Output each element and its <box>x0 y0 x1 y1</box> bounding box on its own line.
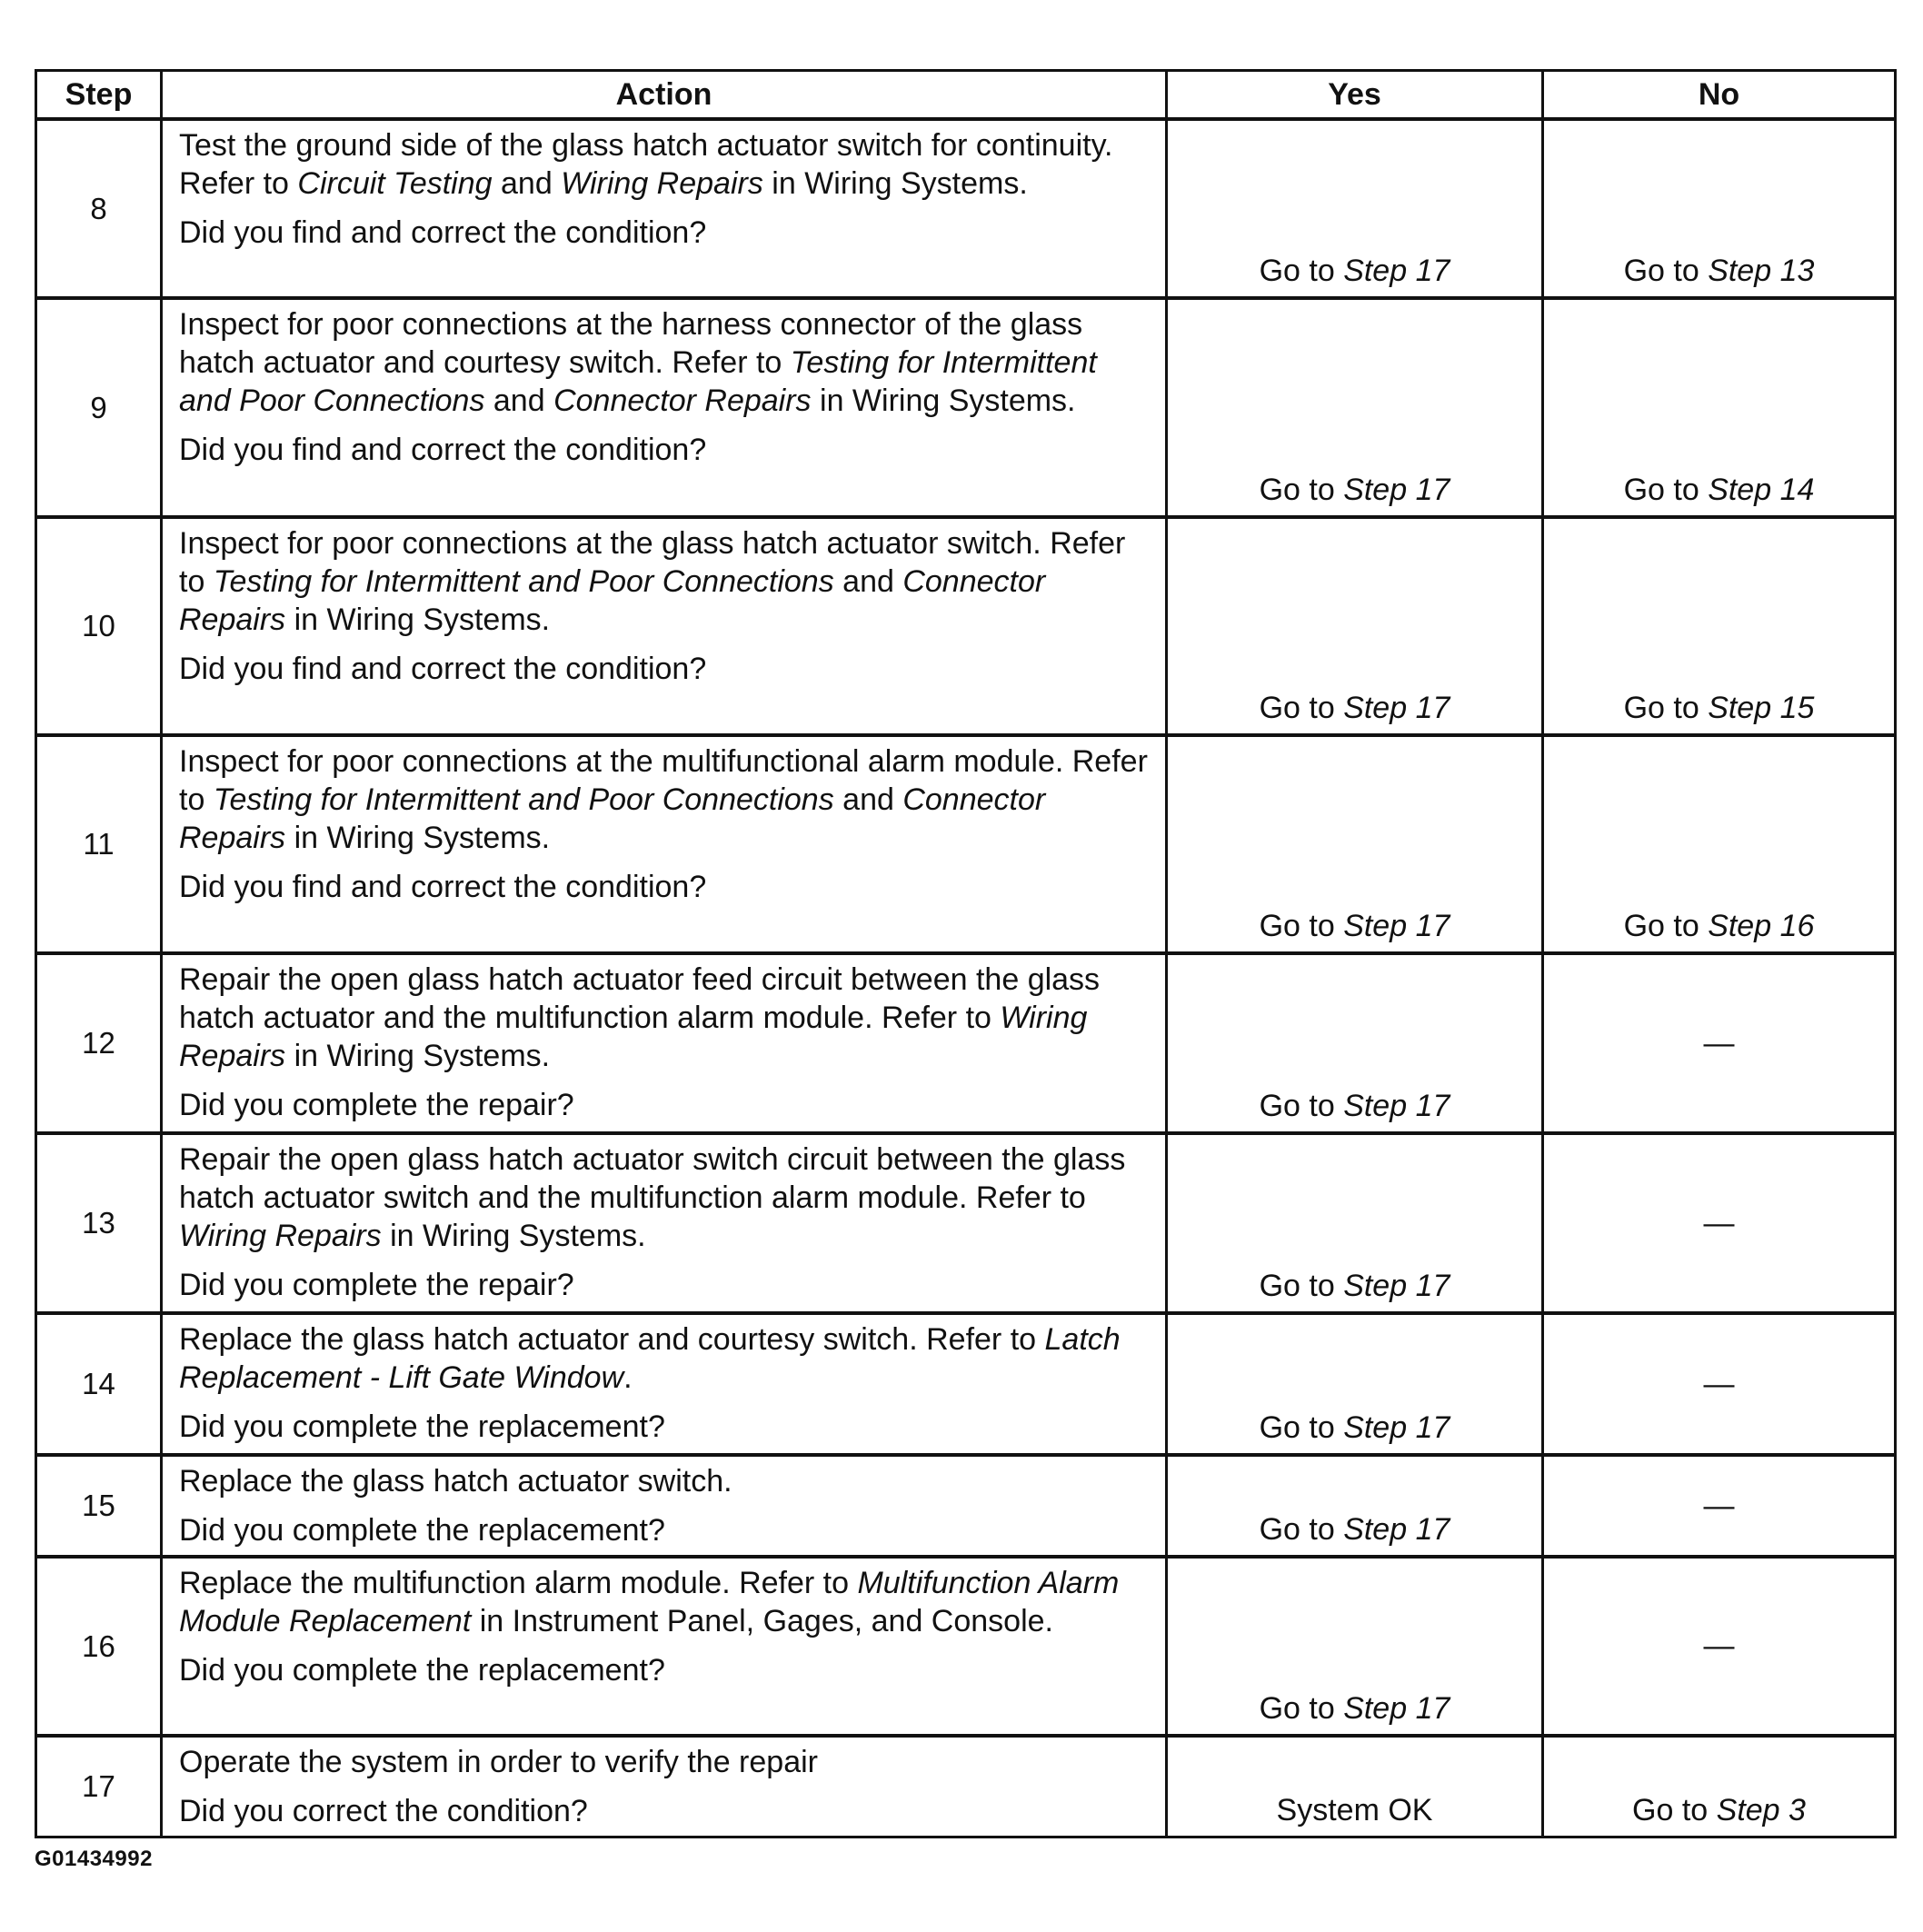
table-row <box>36 1557 1896 1736</box>
table-row <box>36 1736 1896 1837</box>
yes-result-cell <box>1167 735 1543 953</box>
reference-link-text: Wiring Repairs <box>179 1219 382 1253</box>
yes-result-cell <box>1167 1557 1543 1736</box>
no-goto-step-ref: Step 14 <box>1708 473 1815 507</box>
step-number: 17 <box>36 1736 162 1837</box>
step-number: 15 <box>36 1455 162 1557</box>
yes-goto-step-ref: Step 17 <box>1343 1691 1450 1726</box>
step-number: 12 <box>36 953 162 1133</box>
figure-id: G01434992 <box>35 1847 153 1871</box>
action-question: Did you complete the repair? <box>179 1268 574 1302</box>
action-cell <box>162 1557 1167 1736</box>
yes-goto-prefix: Go to <box>1259 1269 1344 1303</box>
table-row <box>36 119 1896 298</box>
no-action-dash: — <box>1703 1366 1735 1401</box>
action-question: Did you find and correct the condition? <box>179 870 707 904</box>
step-number: 14 <box>36 1313 162 1455</box>
step-number: 16 <box>36 1557 162 1736</box>
table-row <box>36 735 1896 953</box>
action-instruction <box>179 1462 1156 1500</box>
yes-goto-step-ref: Step 17 <box>1343 473 1450 507</box>
action-instruction <box>179 305 1156 420</box>
yes-result-cell <box>1167 1736 1543 1837</box>
yes-goto-prefix: Go to <box>1259 1512 1344 1547</box>
instruction-text: . <box>623 1360 633 1395</box>
yes-goto-prefix: Go to <box>1259 1691 1344 1726</box>
no-action-dash: — <box>1703 1628 1735 1663</box>
reference-link-text: Connector Repairs <box>179 782 1046 855</box>
no-action-dash: — <box>1703 1488 1735 1523</box>
reference-link-text: Testing for Intermittent and Poor Connections <box>213 564 834 599</box>
yes-goto-prefix: Go to <box>1259 1089 1344 1123</box>
instruction-text: in Wiring Systems. <box>381 1219 646 1253</box>
header-no: No <box>1543 71 1896 120</box>
instruction-text: Inspect for poor connections at the harness connector of the glass hatch actuator and courtesy switch. Refer to <box>179 307 1083 380</box>
no-result-cell <box>1543 298 1896 517</box>
diagnostic-steps-table <box>35 69 1897 1838</box>
yes-goto-step-ref: Step 17 <box>1343 1269 1450 1303</box>
no-goto-prefix: Go to <box>1623 691 1709 725</box>
action-cell <box>162 735 1167 953</box>
header-step: Step <box>36 71 162 120</box>
no-result-cell <box>1543 953 1896 1133</box>
reference-link-text: Connector Repairs <box>553 383 812 418</box>
instruction-text: Inspect for poor connections at the multifunctional alarm module. Refer to <box>179 744 1148 817</box>
action-instruction <box>179 1564 1156 1640</box>
action-question: Did you complete the repair? <box>179 1088 574 1122</box>
yes-goto-prefix: Go to <box>1259 1410 1344 1445</box>
no-goto-prefix: Go to <box>1623 473 1709 507</box>
step-number: 8 <box>36 119 162 298</box>
instruction-text: in Wiring Systems. <box>285 603 551 637</box>
reference-link-text: Circuit Testing <box>297 166 493 201</box>
instruction-text: Repair the open glass hatch actuator switch circuit between the glass hatch actuator switch and the multifunction alarm module. Refer to <box>179 1142 1126 1215</box>
reference-link-text: Testing for Intermittent and Poor Connections <box>179 345 1097 418</box>
action-cell <box>162 1133 1167 1313</box>
instruction-text: Replace the multifunction alarm module. Refer to <box>179 1566 858 1600</box>
action-question: Did you find and correct the condition? <box>179 215 707 250</box>
yes-result-cell <box>1167 1133 1543 1313</box>
instruction-text: Operate the system in order to verify the repair <box>179 1745 818 1779</box>
table-row <box>36 517 1896 735</box>
no-goto-prefix: Go to <box>1623 254 1709 288</box>
yes-goto-step-ref: Step 17 <box>1343 254 1450 288</box>
action-instruction <box>179 1320 1156 1397</box>
table-header-row <box>36 71 1896 120</box>
no-action-dash: — <box>1703 1025 1735 1061</box>
yes-result-cell <box>1167 953 1543 1133</box>
instruction-text: Replace the glass hatch actuator switch. <box>179 1464 732 1499</box>
yes-result-cell <box>1167 1455 1543 1557</box>
instruction-text: in Instrument Panel, Gages, and Console. <box>471 1604 1054 1638</box>
step-number: 9 <box>36 298 162 517</box>
no-result-cell <box>1543 517 1896 735</box>
instruction-text: in Wiring Systems. <box>811 383 1076 418</box>
instruction-text: and <box>833 782 903 817</box>
no-goto-step-ref: Step 13 <box>1708 254 1815 288</box>
action-cell <box>162 953 1167 1133</box>
yes-result-text: System OK <box>1276 1793 1433 1827</box>
table-row <box>36 298 1896 517</box>
no-action-dash: — <box>1703 1205 1735 1240</box>
action-instruction <box>179 742 1156 857</box>
header-yes: Yes <box>1167 71 1543 120</box>
diagnostic-table-sheet <box>35 69 1894 1838</box>
action-question: Did you complete the replacement? <box>179 1409 665 1444</box>
action-instruction <box>179 1140 1156 1255</box>
yes-result-cell <box>1167 298 1543 517</box>
header-action: Action <box>162 71 1167 120</box>
action-cell <box>162 1455 1167 1557</box>
action-question: Did you find and correct the condition? <box>179 433 707 467</box>
action-cell <box>162 119 1167 298</box>
no-result-cell <box>1543 1313 1896 1455</box>
action-instruction <box>179 961 1156 1075</box>
no-goto-prefix: Go to <box>1632 1793 1717 1827</box>
action-instruction <box>179 126 1156 203</box>
yes-goto-prefix: Go to <box>1259 473 1344 507</box>
table-row <box>36 1133 1896 1313</box>
instruction-text: Replace the glass hatch actuator and courtesy switch. Refer to <box>179 1322 1045 1357</box>
instruction-text: in Wiring Systems. <box>762 166 1028 201</box>
yes-goto-step-ref: Step 17 <box>1343 909 1450 943</box>
instruction-text: and <box>492 166 562 201</box>
action-cell <box>162 1313 1167 1455</box>
action-cell <box>162 1736 1167 1837</box>
yes-goto-prefix: Go to <box>1259 254 1344 288</box>
yes-goto-prefix: Go to <box>1259 691 1344 725</box>
table-row <box>36 1313 1896 1455</box>
reference-link-text: Multifunction Alarm Module Replacement <box>179 1566 1120 1638</box>
yes-goto-prefix: Go to <box>1259 909 1344 943</box>
yes-goto-step-ref: Step 17 <box>1343 691 1450 725</box>
action-cell <box>162 298 1167 517</box>
no-result-cell <box>1543 1455 1896 1557</box>
step-number: 11 <box>36 735 162 953</box>
instruction-text: in Wiring Systems. <box>285 821 551 855</box>
yes-goto-step-ref: Step 17 <box>1343 1089 1450 1123</box>
action-cell <box>162 517 1167 735</box>
action-instruction <box>179 524 1156 639</box>
reference-link-text: Wiring Repairs <box>561 166 763 201</box>
action-question: Did you find and correct the condition? <box>179 652 707 686</box>
reference-link-text: Connector Repairs <box>179 564 1046 637</box>
no-goto-step-ref: Step 3 <box>1716 1793 1806 1827</box>
yes-result-cell <box>1167 517 1543 735</box>
instruction-text: Repair the open glass hatch actuator feed circuit between the glass hatch actuator and the multifunction alarm module. Refer to <box>179 962 1101 1035</box>
no-goto-step-ref: Step 16 <box>1708 909 1815 943</box>
no-result-cell <box>1543 119 1896 298</box>
yes-result-cell <box>1167 119 1543 298</box>
instruction-text: and <box>833 564 903 599</box>
reference-link-text: Testing for Intermittent and Poor Connections <box>213 782 834 817</box>
instruction-text: Inspect for poor connections at the glass hatch actuator switch. Refer to <box>179 526 1126 599</box>
step-number: 13 <box>36 1133 162 1313</box>
no-result-cell <box>1543 735 1896 953</box>
action-question: Did you complete the replacement? <box>179 1513 665 1548</box>
instruction-text: Test the ground side of the glass hatch actuator switch for continuity. Refer to <box>179 128 1113 201</box>
yes-goto-step-ref: Step 17 <box>1343 1512 1450 1547</box>
action-question: Did you complete the replacement? <box>179 1653 665 1688</box>
no-result-cell <box>1543 1736 1896 1837</box>
instruction-text: in Wiring Systems. <box>285 1039 551 1073</box>
action-instruction <box>179 1743 1156 1781</box>
step-number: 10 <box>36 517 162 735</box>
action-question: Did you correct the condition? <box>179 1794 588 1828</box>
instruction-text: and <box>484 383 554 418</box>
table-row <box>36 1455 1896 1557</box>
no-result-cell <box>1543 1557 1896 1736</box>
reference-link-text: Wiring Repairs <box>179 1001 1088 1073</box>
yes-goto-step-ref: Step 17 <box>1343 1410 1450 1445</box>
yes-result-cell <box>1167 1313 1543 1455</box>
no-goto-prefix: Go to <box>1623 909 1709 943</box>
no-goto-step-ref: Step 15 <box>1708 691 1815 725</box>
no-result-cell <box>1543 1133 1896 1313</box>
table-row <box>36 953 1896 1133</box>
reference-link-text: Latch Replacement - Lift Gate Window <box>179 1322 1121 1395</box>
table-body <box>36 119 1896 1837</box>
